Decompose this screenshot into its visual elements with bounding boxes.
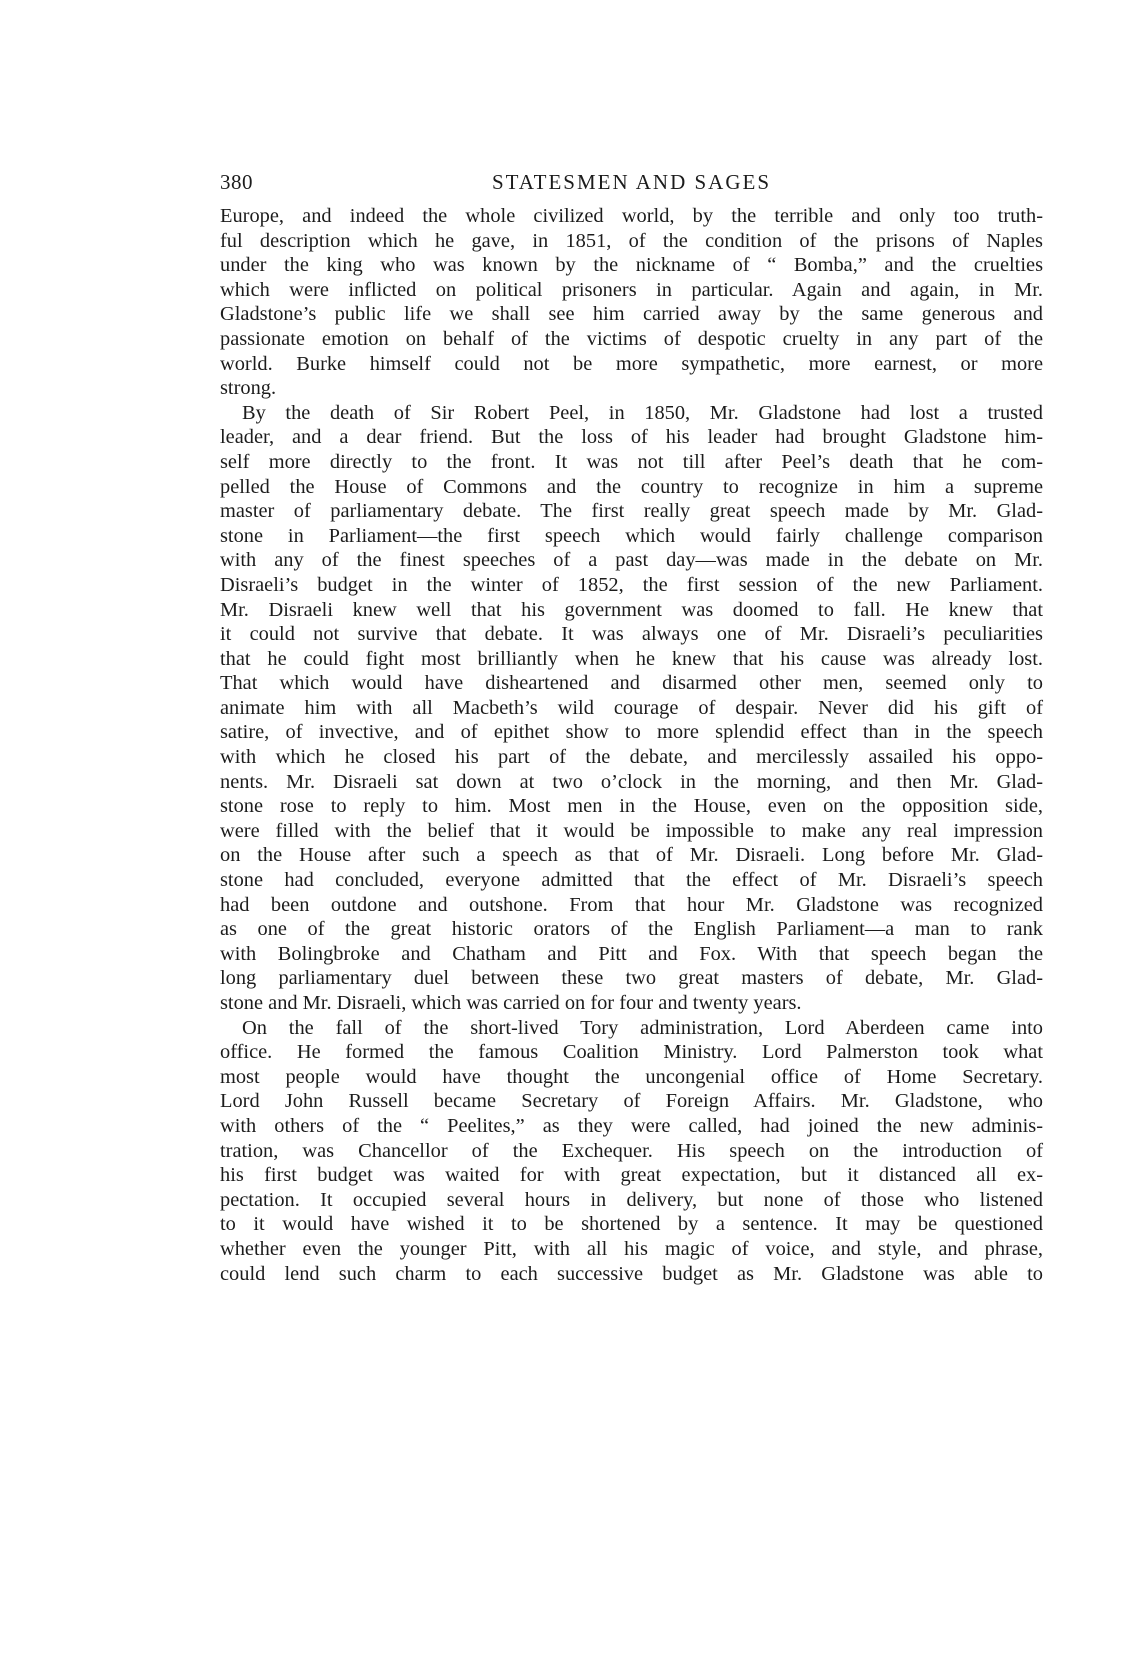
text-line: as one of the great historic orators of the English Parliament—a man to rank (220, 918, 1043, 941)
text-line: satire, of invective, and of epithet show to more splendid effect than in the speech (220, 721, 1043, 744)
text-line: strong. (220, 377, 277, 400)
text-line: stone rose to reply to him. Most men in the House, even on the opposition side, (220, 795, 1043, 818)
text-line: animate him with all Macbeth’s wild courage of despair. Never did his gift of (220, 696, 1043, 719)
text-line: leader, and a dear friend. But the loss of his leader had brought Gladstone him- (220, 426, 1043, 449)
text-line: That which would have disheartened and disarmed other men, seemed only to (220, 672, 1043, 695)
text-line: passionate emotion on behalf of the victims of despotic cruelty in any part of the (220, 327, 1043, 350)
text-line: on the House after such a speech as that of Mr. Disraeli. Long before Mr. Glad- (220, 844, 1043, 867)
text-line: it could not survive that debate. It was always one of Mr. Disraeli’s peculiarities (220, 623, 1043, 646)
text-line: ful description which he gave, in 1851, of the condition of the prisons of Naples (220, 229, 1043, 252)
text-line: with any of the finest speeches of a past day—was made in the debate on Mr. (220, 549, 1043, 572)
text-line: pelled the House of Commons and the country to recognize in him a supreme (220, 475, 1043, 498)
running-title: STATESMEN AND SAGES (491, 170, 772, 194)
page-number: 380 (220, 170, 253, 194)
text-line: world. Burke himself could not be more sympathetic, more earnest, or more (220, 352, 1043, 375)
text-line: nents. Mr. Disraeli sat down at two o’clock in the morning, and then Mr. Glad- (220, 770, 1043, 793)
text-line: with Bolingbroke and Chatham and Pitt and Fox. With that speech began the (220, 942, 1043, 965)
text-line: most people would have thought the uncongenial office of Home Secretary. (220, 1065, 1043, 1088)
text-line: long parliamentary duel between these two great masters of debate, Mr. Glad- (220, 967, 1043, 990)
text-line: Mr. Disraeli knew well that his government was doomed to fall. He knew that (220, 598, 1043, 621)
text-line: under the king who was known by the nickname of “ Bomba,” and the cruelties (220, 254, 1043, 277)
text-line: that he could fight most brilliantly when he knew that his cause was already lost. (220, 647, 1043, 670)
text-line: were filled with the belief that it would be impossible to make any real impression (220, 819, 1043, 842)
text-line: By the death of Sir Robert Peel, in 1850, Mr. Gladstone had lost a trusted (242, 401, 1043, 424)
text-line: with others of the “ Peelites,” as they were called, had joined the new adminis- (220, 1114, 1043, 1137)
text-line: had been outdone and outshone. From that hour Mr. Gladstone was recognized (220, 893, 1043, 916)
text-line: self more directly to the front. It was not till after Peel’s death that he com- (220, 450, 1043, 473)
text-line: Lord John Russell became Secretary of Foreign Affairs. Mr. Gladstone, who (220, 1090, 1043, 1113)
text-line: Disraeli’s budget in the winter of 1852, the first session of the new Parliament. (220, 573, 1043, 596)
text-line: which were inflicted on political prisoners in particular. Again and again, in Mr. (220, 278, 1043, 301)
page-header (220, 170, 1043, 200)
text-line: On the fall of the short-lived Tory administration, Lord Aberdeen came into (242, 1016, 1043, 1039)
text-line: whether even the younger Pitt, with all his magic of voice, and style, and phrase, (220, 1237, 1043, 1260)
text-line: stone in Parliament—the first speech which would fairly challenge comparison (220, 524, 1043, 547)
text-line: could lend such charm to each successive budget as Mr. Gladstone was able to (220, 1262, 1043, 1285)
text-line: Europe, and indeed the whole civilized world, by the terrible and only too truth- (220, 205, 1043, 227)
text-line: with which he closed his part of the debate, and mercilessly assailed his oppo- (220, 746, 1043, 769)
text-line: stone and Mr. Disraeli, which was carried on for four and twenty years. (220, 992, 802, 1014)
text-line: tration, was Chancellor of the Exchequer. His speech on the introduction of (220, 1139, 1043, 1162)
body-text (220, 204, 1043, 1286)
text-line: Gladstone’s public life we shall see him carried away by the same generous and (220, 303, 1043, 326)
text-line: his first budget was waited for with great expectation, but it distanced all ex- (220, 1164, 1043, 1187)
text-line: office. He formed the famous Coalition Ministry. Lord Palmerston took what (220, 1041, 1043, 1064)
text-line: stone had concluded, everyone admitted that the effect of Mr. Disraeli’s speech (220, 869, 1043, 892)
text-line: pectation. It occupied several hours in delivery, but none of those who listened (220, 1188, 1043, 1211)
text-line: master of parliamentary debate. The first really great speech made by Mr. Glad- (220, 500, 1043, 523)
text-line: to it would have wished it to be shortened by a sentence. It may be questioned (220, 1213, 1043, 1236)
